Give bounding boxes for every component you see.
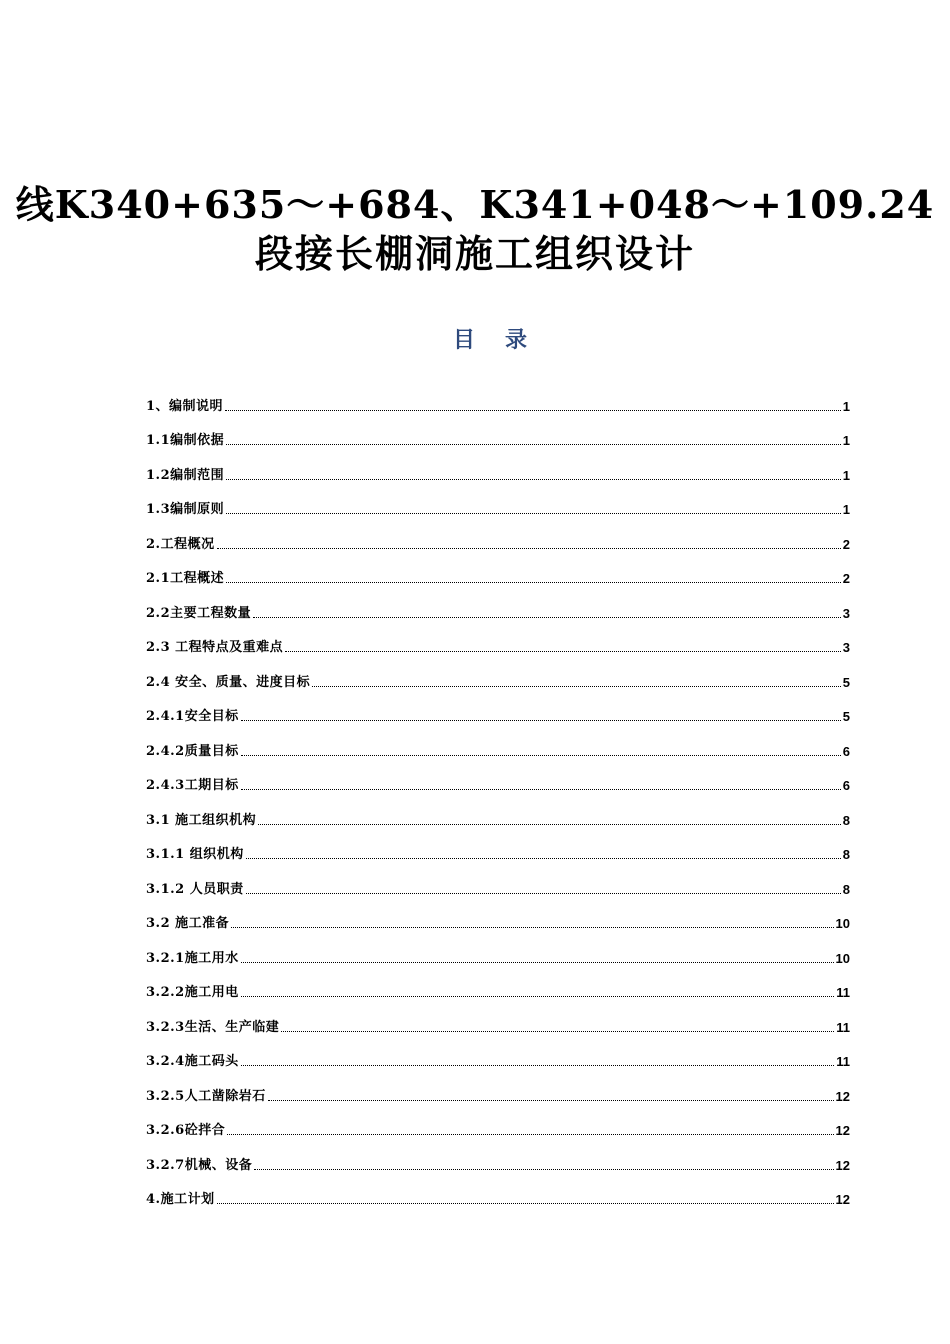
- toc-entry[interactable]: [146, 656, 850, 691]
- toc-entry-label: 2.3 工程特点及重难点: [146, 640, 284, 655]
- toc-entry-page: 1: [842, 433, 850, 448]
- document-title-line-2: 段接长棚洞施工组织设计: [254, 231, 695, 276]
- toc-dot-leader: [231, 926, 833, 928]
- toc-entry-page: 11: [836, 1054, 850, 1069]
- toc-entry-label: 1.2编制范围: [146, 467, 225, 483]
- toc-entry-page: 10: [835, 916, 850, 931]
- toc-entry-label: 2.工程概况: [146, 536, 215, 552]
- toc-entry[interactable]: [146, 1070, 850, 1105]
- toc-dot-leader: [241, 1064, 835, 1066]
- toc-entry[interactable]: [146, 760, 850, 795]
- toc-dot-leader: [246, 892, 841, 894]
- toc-entry[interactable]: [146, 587, 850, 622]
- toc-entry-label: 3.1.2 人员职责: [146, 881, 244, 897]
- toc-entry-label: 3.2.5人工凿除岩石: [146, 1088, 266, 1104]
- toc-entry-page: 5: [842, 709, 850, 724]
- table-of-contents: [146, 380, 850, 1208]
- toc-dot-leader: [246, 857, 841, 859]
- toc-entry[interactable]: [146, 415, 850, 450]
- toc-entry[interactable]: [146, 518, 850, 553]
- toc-dot-leader: [241, 719, 841, 721]
- toc-entry-page: 2: [842, 571, 850, 586]
- toc-entry[interactable]: [146, 1174, 850, 1209]
- toc-entry[interactable]: [146, 932, 850, 967]
- toc-entry[interactable]: [146, 484, 850, 519]
- toc-entry-page: 6: [842, 743, 850, 759]
- toc-entry-page: 12: [835, 1088, 850, 1104]
- toc-entry[interactable]: [146, 1139, 850, 1174]
- toc-dot-leader: [281, 1030, 834, 1032]
- toc-dot-leader: [217, 547, 841, 549]
- document-title-line-1: 线K340+635～+684、K341+048～+109.24: [15, 182, 935, 227]
- toc-entry-page: 8: [842, 881, 850, 897]
- toc-dot-leader: [227, 1133, 833, 1135]
- toc-dot-leader: [241, 754, 841, 756]
- toc-entry-page: 8: [842, 812, 850, 828]
- toc-entry-page: 1: [842, 502, 850, 517]
- toc-dot-leader: [253, 616, 841, 618]
- toc-entry-page: 6: [842, 778, 850, 793]
- toc-entry[interactable]: [146, 863, 850, 898]
- toc-entry[interactable]: [146, 622, 850, 657]
- toc-entry-label: 4.施工计划: [146, 1192, 215, 1207]
- toc-entry[interactable]: [146, 1001, 850, 1036]
- toc-entry-page: 11: [836, 985, 850, 1000]
- toc-entry-label: 2.4.3工期目标: [146, 778, 239, 793]
- toc-dot-leader: [241, 961, 834, 963]
- toc-entry[interactable]: [146, 1036, 850, 1071]
- toc-entry-page: 12: [835, 1192, 850, 1207]
- toc-entry-label: 2.4.1安全目标: [146, 709, 239, 724]
- toc-entry-page: 10: [835, 950, 850, 966]
- toc-heading: 目录: [452, 327, 557, 353]
- toc-entry[interactable]: [146, 553, 850, 588]
- toc-entry[interactable]: [146, 967, 850, 1002]
- toc-entry[interactable]: [146, 691, 850, 726]
- toc-entry-page: 1: [842, 467, 850, 483]
- toc-dot-leader: [226, 512, 841, 514]
- toc-entry-label: 2.1工程概述: [146, 571, 225, 586]
- toc-entry-label: 3.2.7机械、设备: [146, 1157, 253, 1173]
- toc-entry-page: 3: [842, 605, 850, 621]
- toc-entry-label: 3.2.6砼拌合: [146, 1123, 226, 1138]
- toc-dot-leader: [241, 788, 841, 790]
- toc-entry-page: 5: [842, 674, 850, 690]
- toc-entry-label: 3.2 施工准备: [146, 916, 230, 931]
- toc-dot-leader: [258, 823, 841, 825]
- toc-dot-leader: [217, 1202, 834, 1204]
- toc-entry-page: 2: [842, 536, 850, 552]
- toc-dot-leader: [241, 995, 835, 997]
- toc-entry-label: 3.2.4施工码头: [146, 1054, 239, 1069]
- toc-entry-page: 3: [842, 640, 850, 655]
- toc-entry[interactable]: [146, 829, 850, 864]
- toc-dot-leader: [254, 1168, 833, 1170]
- toc-entry[interactable]: [146, 1105, 850, 1140]
- toc-entry-label: 1、编制说明: [146, 398, 224, 414]
- toc-entry-label: 3.1.1 组织机构: [146, 847, 244, 862]
- toc-dot-leader: [226, 581, 841, 583]
- toc-entry-label: 1.3编制原则: [146, 502, 225, 517]
- toc-entry[interactable]: [146, 725, 850, 760]
- toc-entry-label: 3.2.2施工用电: [146, 985, 239, 1000]
- toc-entry-page: 8: [842, 847, 850, 862]
- toc-entry[interactable]: [146, 898, 850, 933]
- toc-entry-label: 3.1 施工组织机构: [146, 812, 257, 828]
- toc-dot-leader: [226, 443, 841, 445]
- toc-dot-leader: [312, 685, 841, 687]
- toc-entry-page: 1: [842, 398, 850, 414]
- toc-entry-label: 3.2.3生活、生产临建: [146, 1019, 280, 1035]
- toc-entry-label: 2.4.2质量目标: [146, 743, 239, 759]
- toc-dot-leader: [225, 409, 841, 411]
- toc-entry-page: 11: [836, 1019, 850, 1035]
- toc-entry-label: 2.4 安全、质量、进度目标: [146, 674, 311, 690]
- toc-dot-leader: [226, 478, 841, 480]
- toc-dot-leader: [285, 650, 841, 652]
- toc-entry-page: 12: [835, 1157, 850, 1173]
- toc-entry[interactable]: [146, 380, 850, 415]
- toc-entry[interactable]: [146, 794, 850, 829]
- toc-entry-label: 1.1编制依据: [146, 433, 225, 448]
- toc-entry-label: 3.2.1施工用水: [146, 950, 239, 966]
- toc-entry-label: 2.2主要工程数量: [146, 605, 252, 621]
- toc-entry[interactable]: [146, 449, 850, 484]
- toc-dot-leader: [268, 1099, 834, 1101]
- toc-entry-page: 12: [835, 1123, 850, 1138]
